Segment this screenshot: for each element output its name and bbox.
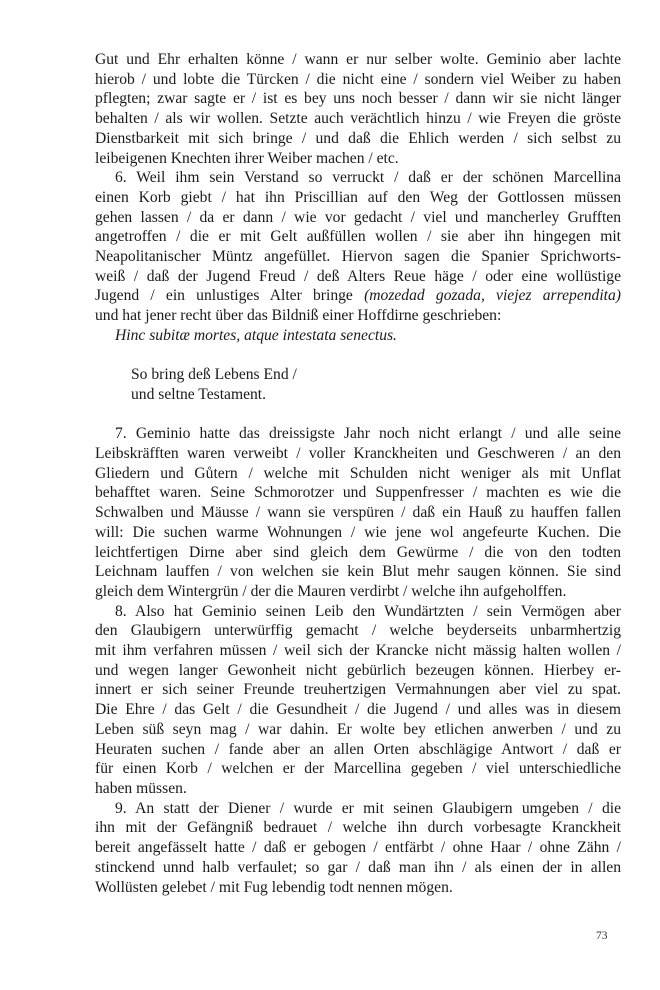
text-line: Gliedern und Gůtern / welche mit Schulden nicht weniger als mit Unflat <box>95 464 621 482</box>
spacer <box>95 405 621 425</box>
text-line: Leichnam lauffen / von welchen sie kein Blut mehr saugen können. Sie sind <box>95 563 621 581</box>
text-line: 9. An statt der Diener / wurde er mit seinen Glaubigern umgeben / die <box>115 799 621 817</box>
text-line: innert er sich seiner Freunde treuhertzigen Vermahnungen aber viel zu spat. <box>95 681 621 699</box>
text-line: den Glaubigern unterwürffig gemacht / welche beyderseits unbarmhertzig <box>95 622 621 640</box>
text-line: Die Ehre / das Gelt / die Gesundheit / die Jugend / und alles was in diesem <box>95 701 621 719</box>
text-line: haben müssen. <box>95 779 187 797</box>
spanish-proverb: (mozedad gozada, viejez arrependita) <box>364 287 621 305</box>
text-line: bereit angefässelt hatte / daß er gebogen / entfärbt / ohne Haar / ohne Zähn / <box>95 839 621 857</box>
verse-line: So bring deß Lebens End / <box>131 366 297 384</box>
text-line: Heuraten suchen / fande aber an allen Orten abschlägige Antwort / daß er <box>95 740 621 758</box>
text-line: will: Die suchen warme Wohnungen / wie jene wol angefeurte Kuchen. Die <box>95 523 621 541</box>
latin-quote: Hinc subitæ mortes, atque intestata senectus. <box>115 326 397 344</box>
text-line: pflegten; zwar sagte er / ist es bey uns noch besser / dann wir sie nicht länger <box>95 90 621 108</box>
text-line: Leben süß seyn mag / war dahin. Er wolte bey etlichen anwerben / und zu <box>95 720 621 738</box>
text-line: gleich dem Wintergrün / der die Mauren verdirbt / welche ihn aufgeholffen. <box>95 582 567 600</box>
text-line: leibeigenen Knechten ihrer Weiber machen / etc. <box>95 149 399 167</box>
page-body <box>95 50 621 897</box>
text-line: Neapolitanischer Müntz angefüllet. Hiervon sagen die Spanier Sprichworts- <box>95 248 621 266</box>
paragraph-9 <box>95 799 621 898</box>
text-line: Leibskräfften waren verweibt / voller Kranckheiten und Geschweren / an den <box>95 445 621 463</box>
page-number: 73 <box>596 930 608 942</box>
text-line: Schwalben und Mäusse / wann sie verspüren / daß ein Hauß zu hauffen fallen <box>95 504 621 522</box>
spacer <box>95 346 621 366</box>
text-line: und wegen langer Gewonheit nicht gebürlich bezeugen können. Hierbey er- <box>95 661 621 679</box>
text-line: angetroffen / die er mit Gelt außfüllen wollen / sie aber ihn hingegen mit <box>95 228 621 246</box>
text-line: behalten / als wir wollen. Setzte auch verächtlich hinzu / wie Freyen die gröste <box>95 110 621 128</box>
text-line: leichtfertigen Dirne aber sind gleich dem Gewürme / die von den todten <box>95 543 621 561</box>
text-line: Gut und Ehr erhalten könne / wann er nur selber wolte. Geminio aber lachte <box>95 51 621 68</box>
text-line: weiß / daß der Jugend Freud / deß Alters Reue häge / oder eine wollüstige <box>95 267 621 285</box>
text-line <box>95 286 621 306</box>
text-line: gehen lassen / da er dann / wie vor gedacht / viel und mancherley Grufften <box>95 208 621 226</box>
text-line: 8. Also hat Geminio seinen Leib den Wundärtzten / sein Vermögen aber <box>115 602 621 620</box>
text-line: mit ihm verfahren müssen / weil sich der Krancke nicht mässig halten wollen / <box>95 642 621 660</box>
text-line: stinckend unnd halb verfaulet; so gar / daß man ihn / als einen der in allen <box>95 858 621 876</box>
text-line: 6. Weil ihm sein Verstand so verruckt / daß er der schönen Marcellina <box>115 169 621 187</box>
text-line: und hat jener recht über das Bildniß einer Hoffdirne geschrieben: <box>95 307 502 325</box>
text-line: Dienstbarkeit mit sich bringe / und daß die Ehlich werden / sich selbst zu <box>95 129 621 147</box>
paragraph-7 <box>95 424 621 601</box>
paragraph-6 <box>95 168 621 424</box>
text-line: behafftet waren. Seine Schmorotzer und Suppenfresser / machten es wie die <box>95 484 621 502</box>
text-line: 7. Geminio hatte das dreissigste Jahr noch nicht erlangt / und alle seine <box>115 425 621 443</box>
text-line: ihn mit der Gefängniß bedrauet / welche ihn durch vorbesagte Kranckheit <box>95 819 621 837</box>
text-segment: Jugend / ein unlustiges Alter bringe <box>95 287 353 305</box>
text-line: einen Korb giebt / hat ihn Priscillian auf den Weg der Gottlossen müssen <box>95 188 621 206</box>
paragraph-5 <box>95 50 621 168</box>
text-line: für einen Korb / welchen er der Marcellina gegeben / viel unterschiedliche <box>95 760 621 778</box>
text-line: hierob / und lobte die Türcken / die nicht eine / sondern viel Weiber zu haben <box>95 70 621 88</box>
paragraph-8 <box>95 602 621 799</box>
verse-line: und seltne Testament. <box>131 385 267 403</box>
text-line: Wollüsten gelebet / mit Fug lebendig todt nennen mögen. <box>95 878 453 896</box>
